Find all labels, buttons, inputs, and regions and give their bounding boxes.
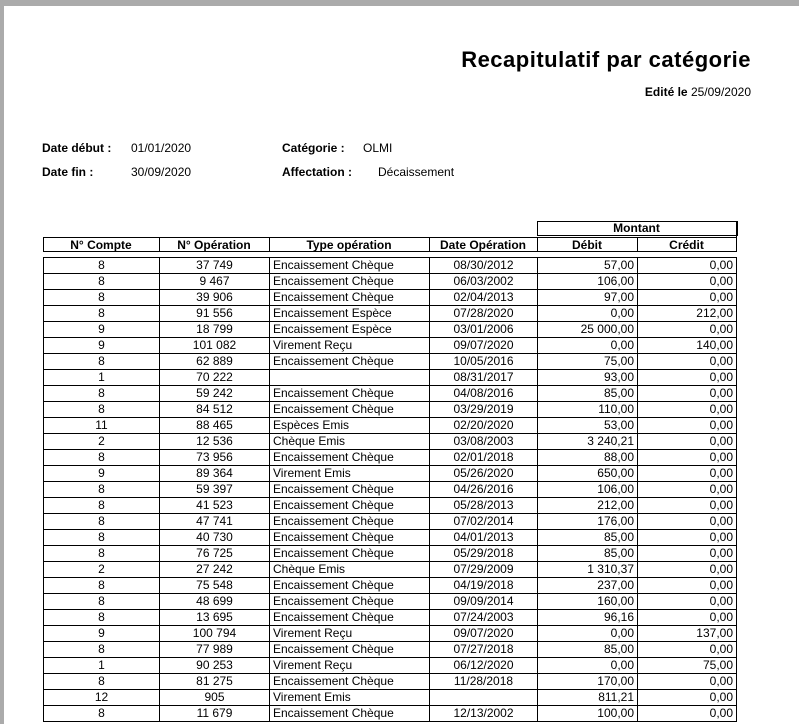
type-cell: Virement Reçu bbox=[270, 338, 430, 354]
date-cell: 09/07/2020 bbox=[430, 338, 538, 354]
header-divider bbox=[537, 237, 538, 251]
date-cell: 04/26/2016 bbox=[430, 482, 538, 498]
operation-cell: 77 989 bbox=[160, 642, 270, 658]
credit-cell: 0,00 bbox=[638, 322, 737, 338]
table-row bbox=[44, 418, 737, 434]
debit-cell: 93,00 bbox=[538, 370, 638, 386]
type-cell: Encaissement Espèce bbox=[270, 322, 430, 338]
debit-cell: 0,00 bbox=[538, 306, 638, 322]
credit-cell: 0,00 bbox=[638, 514, 737, 530]
report-title: Recapitulatif par catégorie bbox=[461, 47, 751, 72]
col-header-account: N° Compte bbox=[43, 237, 159, 252]
edited-line bbox=[645, 85, 751, 99]
operation-cell: 91 556 bbox=[160, 306, 270, 322]
col-header-date: Date Opération bbox=[429, 237, 537, 252]
col-header-operation: N° Opération bbox=[159, 237, 269, 252]
debit-cell: 212,00 bbox=[538, 498, 638, 514]
table-row bbox=[44, 530, 737, 546]
type-cell: Encaissement Chèque bbox=[270, 386, 430, 402]
table-row bbox=[44, 610, 737, 626]
operation-cell: 41 523 bbox=[160, 498, 270, 514]
debit-cell: 85,00 bbox=[538, 546, 638, 562]
table-row bbox=[44, 258, 737, 274]
account-cell: 8 bbox=[44, 578, 160, 594]
header-underline bbox=[43, 251, 737, 252]
date-cell: 10/05/2016 bbox=[430, 354, 538, 370]
type-cell: Chèque Emis bbox=[270, 562, 430, 578]
debit-cell: 0,00 bbox=[538, 626, 638, 642]
debit-cell: 53,00 bbox=[538, 418, 638, 434]
debit-cell: 811,21 bbox=[538, 690, 638, 706]
table-row bbox=[44, 434, 737, 450]
credit-cell: 140,00 bbox=[638, 338, 737, 354]
table-row bbox=[44, 674, 737, 690]
operation-cell: 73 956 bbox=[160, 450, 270, 466]
amount-group-header: Montant bbox=[613, 221, 660, 235]
debit-cell: 3 240,21 bbox=[538, 434, 638, 450]
account-cell: 8 bbox=[44, 290, 160, 306]
account-cell: 11 bbox=[44, 418, 160, 434]
debit-cell: 0,00 bbox=[538, 658, 638, 674]
debit-cell: 237,00 bbox=[538, 578, 638, 594]
date-cell: 07/28/2020 bbox=[430, 306, 538, 322]
operation-cell: 76 725 bbox=[160, 546, 270, 562]
date-cell: 04/08/2016 bbox=[430, 386, 538, 402]
header-divider bbox=[429, 237, 430, 251]
account-cell: 8 bbox=[44, 402, 160, 418]
account-cell: 8 bbox=[44, 546, 160, 562]
operation-cell: 12 536 bbox=[160, 434, 270, 450]
header-divider bbox=[736, 221, 737, 251]
col-header-credit: Crédit bbox=[637, 237, 736, 252]
type-cell: Encaissement Chèque bbox=[270, 482, 430, 498]
type-cell: Encaissement Chèque bbox=[270, 530, 430, 546]
operation-cell: 81 275 bbox=[160, 674, 270, 690]
type-cell: Encaissement Chèque bbox=[270, 498, 430, 514]
debit-cell: 75,00 bbox=[538, 354, 638, 370]
date-cell: 11/28/2018 bbox=[430, 674, 538, 690]
type-cell: Virement Emis bbox=[270, 466, 430, 482]
account-cell: 8 bbox=[44, 386, 160, 402]
table-row bbox=[44, 274, 737, 290]
operation-cell: 88 465 bbox=[160, 418, 270, 434]
type-cell: Encaissement Chèque bbox=[270, 706, 430, 722]
credit-cell: 137,00 bbox=[638, 626, 737, 642]
account-cell: 8 bbox=[44, 674, 160, 690]
type-cell bbox=[270, 370, 430, 386]
type-cell: Virement Emis bbox=[270, 690, 430, 706]
operations-table bbox=[43, 257, 737, 722]
table-row bbox=[44, 386, 737, 402]
account-cell: 8 bbox=[44, 306, 160, 322]
date-cell: 02/20/2020 bbox=[430, 418, 538, 434]
account-cell: 8 bbox=[44, 450, 160, 466]
account-cell: 8 bbox=[44, 642, 160, 658]
debit-cell: 176,00 bbox=[538, 514, 638, 530]
date-end-value: 30/09/2020 bbox=[131, 165, 192, 179]
credit-cell: 0,00 bbox=[638, 610, 737, 626]
account-cell: 9 bbox=[44, 338, 160, 354]
operation-cell: 27 242 bbox=[160, 562, 270, 578]
date-cell: 03/08/2003 bbox=[430, 434, 538, 450]
debit-cell: 25 000,00 bbox=[538, 322, 638, 338]
report-page bbox=[4, 6, 799, 724]
date-cell: 05/26/2020 bbox=[430, 466, 538, 482]
date-cell: 03/29/2019 bbox=[430, 402, 538, 418]
credit-cell: 0,00 bbox=[638, 274, 737, 290]
date-cell: 08/31/2017 bbox=[430, 370, 538, 386]
date-cell: 05/28/2013 bbox=[430, 498, 538, 514]
type-cell: Virement Reçu bbox=[270, 626, 430, 642]
type-cell: Chèque Emis bbox=[270, 434, 430, 450]
type-cell: Encaissement Chèque bbox=[270, 450, 430, 466]
category-value: OLMI bbox=[363, 141, 393, 155]
credit-cell: 0,00 bbox=[638, 642, 737, 658]
operation-cell: 11 679 bbox=[160, 706, 270, 722]
table-row bbox=[44, 578, 737, 594]
table-row bbox=[44, 306, 737, 322]
credit-cell: 0,00 bbox=[638, 354, 737, 370]
type-cell: Encaissement Chèque bbox=[270, 642, 430, 658]
debit-cell: 85,00 bbox=[538, 530, 638, 546]
account-cell: 8 bbox=[44, 274, 160, 290]
debit-cell: 1 310,37 bbox=[538, 562, 638, 578]
date-cell: 02/01/2018 bbox=[430, 450, 538, 466]
date-cell: 05/29/2018 bbox=[430, 546, 538, 562]
type-cell: Encaissement Chèque bbox=[270, 274, 430, 290]
credit-cell: 0,00 bbox=[638, 690, 737, 706]
account-cell: 8 bbox=[44, 610, 160, 626]
operation-cell: 70 222 bbox=[160, 370, 270, 386]
credit-cell: 0,00 bbox=[638, 418, 737, 434]
date-cell: 07/27/2018 bbox=[430, 642, 538, 658]
operation-cell: 75 548 bbox=[160, 578, 270, 594]
credit-cell: 0,00 bbox=[638, 578, 737, 594]
operation-cell: 59 397 bbox=[160, 482, 270, 498]
table-row bbox=[44, 290, 737, 306]
operation-cell: 39 906 bbox=[160, 290, 270, 306]
operation-cell: 905 bbox=[160, 690, 270, 706]
credit-cell: 0,00 bbox=[638, 386, 737, 402]
operation-cell: 18 799 bbox=[160, 322, 270, 338]
credit-cell: 0,00 bbox=[638, 546, 737, 562]
operation-cell: 48 699 bbox=[160, 594, 270, 610]
credit-cell: 0,00 bbox=[638, 402, 737, 418]
table-row bbox=[44, 626, 737, 642]
debit-cell: 650,00 bbox=[538, 466, 638, 482]
date-cell: 04/01/2013 bbox=[430, 530, 538, 546]
account-cell: 1 bbox=[44, 658, 160, 674]
credit-cell: 75,00 bbox=[638, 658, 737, 674]
account-cell: 1 bbox=[44, 370, 160, 386]
table-row bbox=[44, 594, 737, 610]
header-divider bbox=[43, 237, 44, 251]
debit-cell: 170,00 bbox=[538, 674, 638, 690]
account-cell: 8 bbox=[44, 258, 160, 274]
debit-cell: 0,00 bbox=[538, 338, 638, 354]
type-cell: Virement Reçu bbox=[270, 658, 430, 674]
debit-cell: 88,00 bbox=[538, 450, 638, 466]
table-row bbox=[44, 546, 737, 562]
credit-cell: 0,00 bbox=[638, 706, 737, 722]
date-cell: 09/09/2014 bbox=[430, 594, 538, 610]
debit-cell: 57,00 bbox=[538, 258, 638, 274]
table-row bbox=[44, 354, 737, 370]
table-row bbox=[44, 370, 737, 386]
type-cell: Encaissement Espèce bbox=[270, 306, 430, 322]
operation-cell: 62 889 bbox=[160, 354, 270, 370]
type-cell: Encaissement Chèque bbox=[270, 578, 430, 594]
account-cell: 8 bbox=[44, 354, 160, 370]
credit-cell: 0,00 bbox=[638, 498, 737, 514]
table-row bbox=[44, 466, 737, 482]
credit-cell: 0,00 bbox=[638, 466, 737, 482]
date-cell: 07/24/2003 bbox=[430, 610, 538, 626]
col-header-debit: Débit bbox=[537, 237, 637, 252]
date-cell: 07/02/2014 bbox=[430, 514, 538, 530]
operation-cell: 40 730 bbox=[160, 530, 270, 546]
date-cell: 12/13/2002 bbox=[430, 706, 538, 722]
account-cell: 9 bbox=[44, 626, 160, 642]
account-cell: 8 bbox=[44, 594, 160, 610]
credit-cell: 0,00 bbox=[638, 450, 737, 466]
date-cell: 06/12/2020 bbox=[430, 658, 538, 674]
operation-cell: 101 082 bbox=[160, 338, 270, 354]
edited-date: 25/09/2020 bbox=[690, 85, 751, 99]
assignment-value: Décaissement bbox=[378, 165, 455, 179]
table-row bbox=[44, 338, 737, 354]
account-cell: 2 bbox=[44, 434, 160, 450]
account-cell: 12 bbox=[44, 690, 160, 706]
table-row bbox=[44, 498, 737, 514]
debit-cell: 106,00 bbox=[538, 482, 638, 498]
date-cell: 07/29/2009 bbox=[430, 562, 538, 578]
type-cell: Encaissement Chèque bbox=[270, 594, 430, 610]
category-label: Catégorie : bbox=[282, 141, 345, 155]
assignment-label: Affectation : bbox=[282, 165, 352, 179]
date-start-value: 01/01/2020 bbox=[131, 141, 192, 155]
credit-cell: 0,00 bbox=[638, 674, 737, 690]
table-row bbox=[44, 642, 737, 658]
account-cell: 2 bbox=[44, 562, 160, 578]
type-cell: Encaissement Chèque bbox=[270, 258, 430, 274]
account-cell: 9 bbox=[44, 322, 160, 338]
date-cell: 03/01/2006 bbox=[430, 322, 538, 338]
type-cell: Encaissement Chèque bbox=[270, 610, 430, 626]
date-end-label: Date fin : bbox=[42, 165, 94, 179]
table-row bbox=[44, 450, 737, 466]
edited-label: Edité le bbox=[644, 85, 688, 99]
date-cell: 08/30/2012 bbox=[430, 258, 538, 274]
credit-cell: 0,00 bbox=[638, 562, 737, 578]
table-row bbox=[44, 402, 737, 418]
credit-cell: 0,00 bbox=[638, 258, 737, 274]
account-cell: 8 bbox=[44, 514, 160, 530]
debit-cell: 100,00 bbox=[538, 706, 638, 722]
type-cell: Encaissement Chèque bbox=[270, 546, 430, 562]
debit-cell: 85,00 bbox=[538, 386, 638, 402]
operations-table-body bbox=[44, 258, 737, 722]
operation-cell: 47 741 bbox=[160, 514, 270, 530]
debit-cell: 96,16 bbox=[538, 610, 638, 626]
operation-cell: 84 512 bbox=[160, 402, 270, 418]
account-cell: 8 bbox=[44, 706, 160, 722]
type-cell: Espèces Emis bbox=[270, 418, 430, 434]
type-cell: Encaissement Chèque bbox=[270, 354, 430, 370]
debit-cell: 97,00 bbox=[538, 290, 638, 306]
table-row bbox=[44, 514, 737, 530]
debit-cell: 110,00 bbox=[538, 402, 638, 418]
table-row bbox=[44, 322, 737, 338]
header-divider bbox=[159, 237, 160, 251]
operation-cell: 13 695 bbox=[160, 610, 270, 626]
debit-cell: 106,00 bbox=[538, 274, 638, 290]
credit-cell: 0,00 bbox=[638, 434, 737, 450]
date-cell bbox=[430, 690, 538, 706]
table-row bbox=[44, 658, 737, 674]
credit-cell: 0,00 bbox=[638, 482, 737, 498]
header-divider bbox=[637, 237, 638, 251]
date-cell: 06/03/2002 bbox=[430, 274, 538, 290]
account-cell: 8 bbox=[44, 482, 160, 498]
type-cell: Encaissement Chèque bbox=[270, 514, 430, 530]
table-row bbox=[44, 706, 737, 722]
account-cell: 9 bbox=[44, 466, 160, 482]
operation-cell: 100 794 bbox=[160, 626, 270, 642]
credit-cell: 0,00 bbox=[638, 530, 737, 546]
credit-cell: 0,00 bbox=[638, 594, 737, 610]
account-cell: 8 bbox=[44, 530, 160, 546]
account-cell: 8 bbox=[44, 498, 160, 514]
table-row bbox=[44, 482, 737, 498]
date-cell: 09/07/2020 bbox=[430, 626, 538, 642]
operation-cell: 9 467 bbox=[160, 274, 270, 290]
operation-cell: 90 253 bbox=[160, 658, 270, 674]
date-cell: 02/04/2013 bbox=[430, 290, 538, 306]
operation-cell: 89 364 bbox=[160, 466, 270, 482]
header-divider bbox=[269, 237, 270, 251]
operation-cell: 59 242 bbox=[160, 386, 270, 402]
date-cell: 04/19/2018 bbox=[430, 578, 538, 594]
type-cell: Encaissement Chèque bbox=[270, 290, 430, 306]
type-cell: Encaissement Chèque bbox=[270, 674, 430, 690]
credit-cell: 0,00 bbox=[638, 290, 737, 306]
credit-cell: 0,00 bbox=[638, 370, 737, 386]
debit-cell: 160,00 bbox=[538, 594, 638, 610]
date-start-label: Date début : bbox=[42, 141, 112, 155]
debit-cell: 85,00 bbox=[538, 642, 638, 658]
type-cell: Encaissement Chèque bbox=[270, 402, 430, 418]
table-row bbox=[44, 690, 737, 706]
table-row bbox=[44, 562, 737, 578]
operation-cell: 37 749 bbox=[160, 258, 270, 274]
credit-cell: 212,00 bbox=[638, 306, 737, 322]
col-header-type: Type opération bbox=[269, 237, 429, 252]
